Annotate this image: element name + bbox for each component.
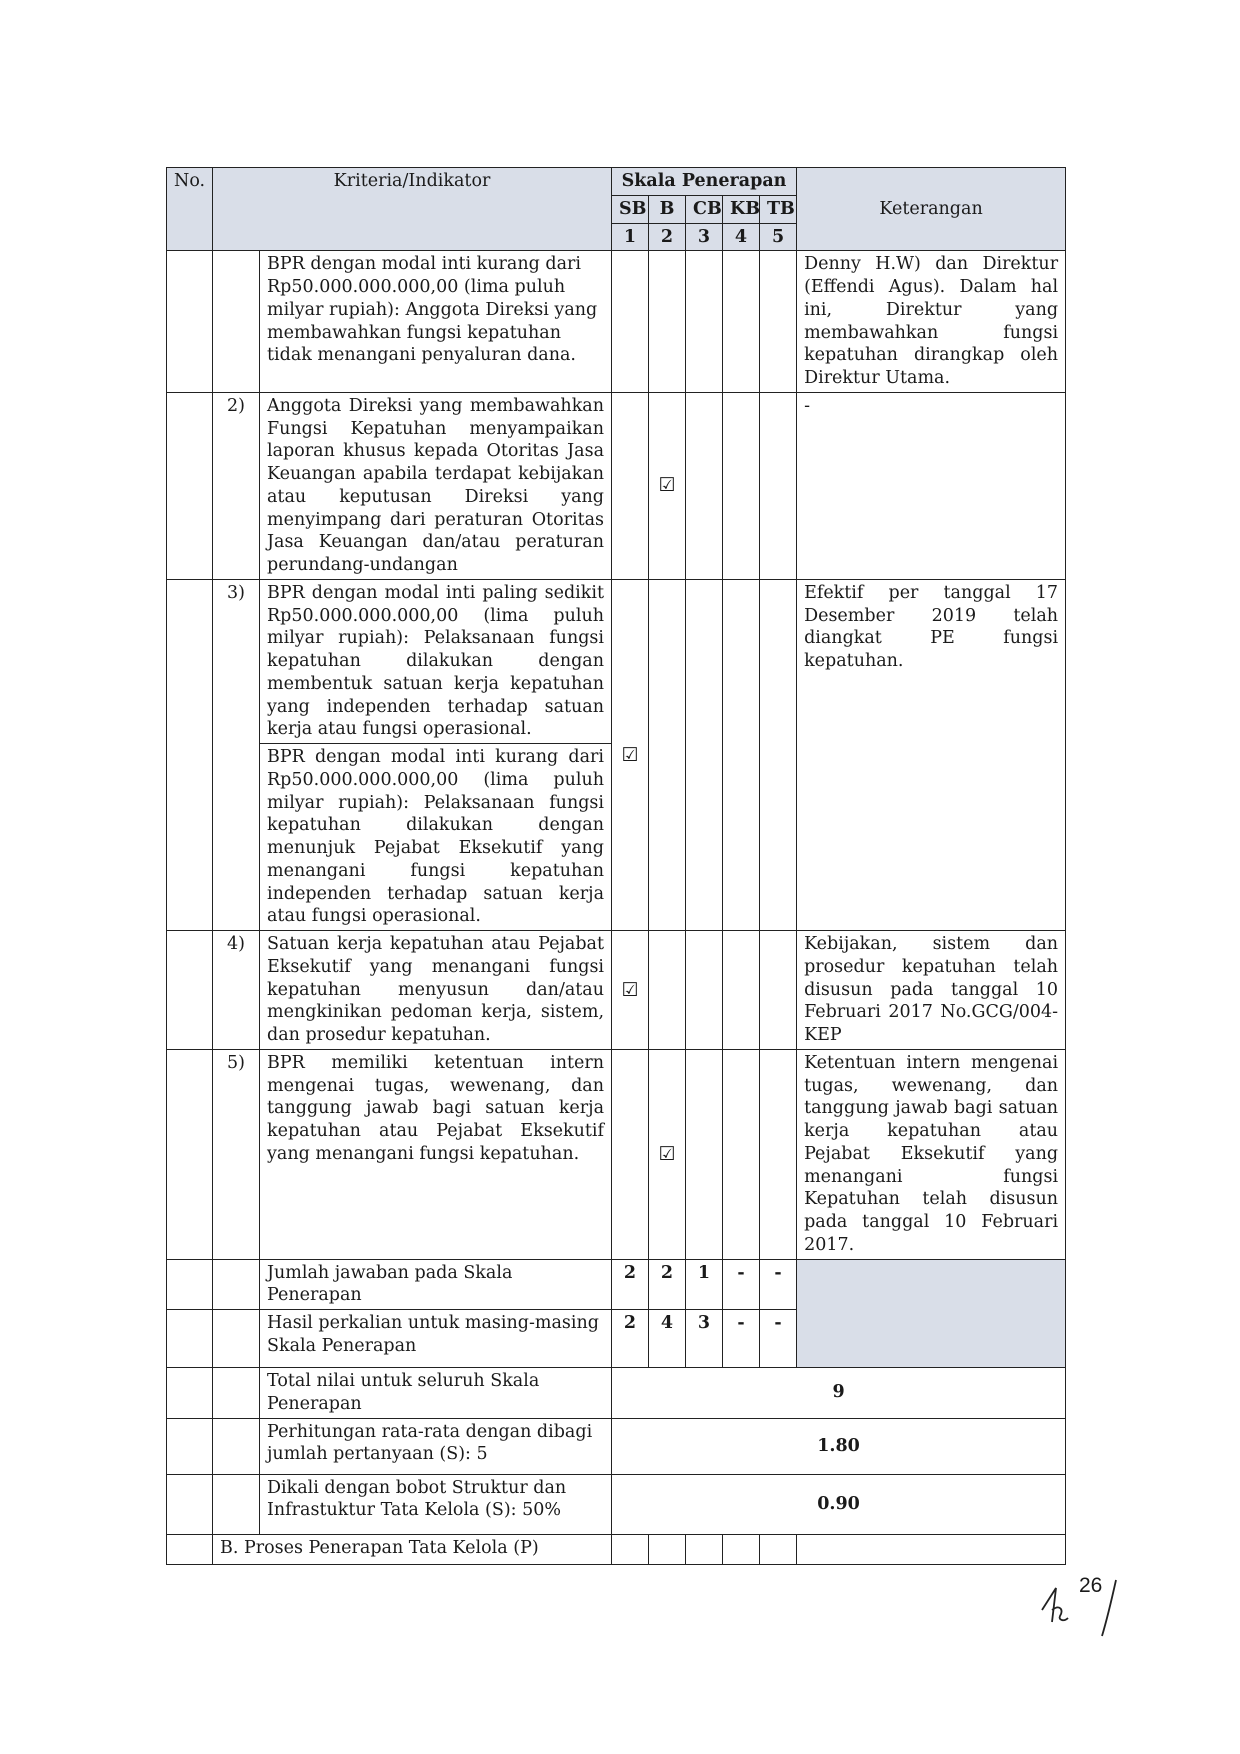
notes-cell: Ketentuan intern mengenai tugas, wewenang, dan tanggung jawab bagi satuan kerja kepatuhan atau Pejabat Eksekutif yang menangani fungsi Kepatuhan telah disusun pada tanggal 10 Februari 2017. — [797, 1049, 1066, 1259]
summary-count-value: 2 — [649, 1259, 686, 1310]
summary-count-value: - — [760, 1259, 797, 1310]
summary-weight-row — [167, 1474, 1066, 1534]
summary-count-value: - — [723, 1259, 760, 1310]
cell-empty — [167, 392, 213, 579]
assessment-table — [166, 167, 1066, 1565]
header-scale-num: 4 — [723, 223, 760, 251]
criteria-cell: Anggota Direksi yang membawahkan Fungsi Kepatuhan menyampaikan laporan khusus kepada Otoritas Jasa Keuangan apabila terdapat kebijakan atau keputusan Direksi yang menyimpang dari peraturan Otoritas Jasa Keuangan dan/atau peraturan perundang-undangan — [260, 392, 612, 579]
cell-empty — [213, 251, 260, 393]
checkbox-checked-icon: ☑ — [612, 931, 649, 1050]
checkbox-checked-icon: ☑ — [649, 392, 686, 579]
header-scale-num: 1 — [612, 223, 649, 251]
row-number: 2) — [213, 392, 260, 579]
criteria-option-a: BPR dengan modal inti paling sedikit Rp50.000.000.000,00 (lima puluh milyar rupiah): Pelaksanaan fungsi kepatuhan dilakukan dengan membentuk satuan kerja kepatuhan yang independen terhadap satuan kerja atau fungsi operasional. — [267, 582, 605, 740]
row-number: 4) — [213, 931, 260, 1050]
cell-empty — [167, 579, 213, 930]
summary-product-value: - — [760, 1310, 797, 1368]
header-scale-code: B — [649, 195, 686, 223]
notes-cell: Efektif per tanggal 17 Desember 2019 telah diangkat PE fungsi kepatuhan. — [797, 579, 1066, 930]
header-no: No. — [167, 168, 213, 251]
checkbox-checked-icon: ☑ — [649, 1049, 686, 1259]
cell-empty — [167, 1049, 213, 1259]
header-row-1 — [167, 168, 1066, 196]
row-number: 3) — [213, 579, 260, 930]
header-scale-code: TB — [760, 195, 797, 223]
summary-count-label: Jumlah jawaban pada Skala Penerapan — [260, 1259, 612, 1310]
table-row-continuation — [167, 251, 1066, 393]
summary-product-value: 2 — [612, 1310, 649, 1368]
header-scale-num: 2 — [649, 223, 686, 251]
criteria-cell — [260, 579, 612, 930]
summary-average-row — [167, 1418, 1066, 1474]
summary-product-value: 3 — [686, 1310, 723, 1368]
notes-cell: - — [797, 392, 1066, 579]
header-scale-title: Skala Penerapan — [612, 168, 797, 196]
table-row-5 — [167, 1049, 1066, 1259]
summary-count-row — [167, 1259, 1066, 1310]
cell-empty — [167, 251, 213, 393]
summary-average-value: 1.80 — [612, 1418, 1066, 1474]
summary-product-value: 4 — [649, 1310, 686, 1368]
notes-cell: Kebijakan, sistem dan prosedur kepatuhan telah disusun pada tanggal 10 Februari 2017 No.GCG/004-KEP — [797, 931, 1066, 1050]
summary-average-label: Perhitungan rata-rata dengan dibagi jumlah pertanyaan (S): 5 — [260, 1418, 612, 1474]
header-notes: Keterangan — [797, 168, 1066, 251]
header-scale-code: KB — [723, 195, 760, 223]
criteria-cell: BPR dengan modal inti kurang dari Rp50.000.000.000,00 (lima puluh milyar rupiah): Anggota Direksi yang membawahkan fungsi kepatuhan tidak menangani penyaluran dana. — [260, 251, 612, 393]
header-scale-code: SB — [612, 195, 649, 223]
criteria-cell: Satuan kerja kepatuhan atau Pejabat Eksekutif yang menangani fungsi kepatuhan menyusun dan/atau mengkinikan pedoman kerja, sistem, dan prosedur kepatuhan. — [260, 931, 612, 1050]
table-row-2 — [167, 392, 1066, 579]
summary-product-value: - — [723, 1310, 760, 1368]
summary-product-label: Hasil perkalian untuk masing-masing Skala Penerapan — [260, 1310, 612, 1368]
header-scale-code: CB — [686, 195, 723, 223]
summary-weight-value: 0.90 — [612, 1474, 1066, 1534]
summary-shaded-cell — [797, 1259, 1066, 1368]
checkbox-checked-icon: ☑ — [612, 579, 649, 930]
section-b-title: B. Proses Penerapan Tata Kelola (P) — [213, 1534, 612, 1564]
summary-count-value: 1 — [686, 1259, 723, 1310]
header-scale-num: 5 — [760, 223, 797, 251]
criteria-cell: BPR memiliki ketentuan intern mengenai tugas, wewenang, dan tanggung jawab bagi satuan kerja kepatuhan atau Pejabat Eksekutif yang menangani fungsi kepatuhan. — [260, 1049, 612, 1259]
criteria-option-b: BPR dengan modal inti kurang dari Rp50.000.000.000,00 (lima puluh milyar rupiah): Pelaksanaan fungsi kepatuhan dilakukan dengan menunjuk Pejabat Eksekutif yang menangani fungsi kepatuhan independen terhadap satuan kerja atau fungsi operasional. — [260, 743, 611, 928]
header-criteria: Kriteria/Indikator — [213, 168, 612, 251]
summary-total-value: 9 — [612, 1368, 1066, 1419]
table-row-4 — [167, 931, 1066, 1050]
row-number: 5) — [213, 1049, 260, 1259]
table-row-3 — [167, 579, 1066, 930]
page-number: 26 — [1079, 1574, 1103, 1597]
summary-total-label: Total nilai untuk seluruh Skala Penerapan — [260, 1368, 612, 1419]
section-b-row — [167, 1534, 1066, 1564]
summary-weight-label: Dikali dengan bobot Struktur dan Infrastuktur Tata Kelola (S): 50% — [260, 1474, 612, 1534]
cell-empty — [167, 931, 213, 1050]
notes-cell: Denny H.W) dan Direktur (Effendi Agus). Dalam hal ini, Direktur yang membawahkan fungsi kepatuhan dirangkap oleh Direktur Utama. — [797, 251, 1066, 393]
header-scale-num: 3 — [686, 223, 723, 251]
summary-count-value: 2 — [612, 1259, 649, 1310]
summary-total-row — [167, 1368, 1066, 1419]
